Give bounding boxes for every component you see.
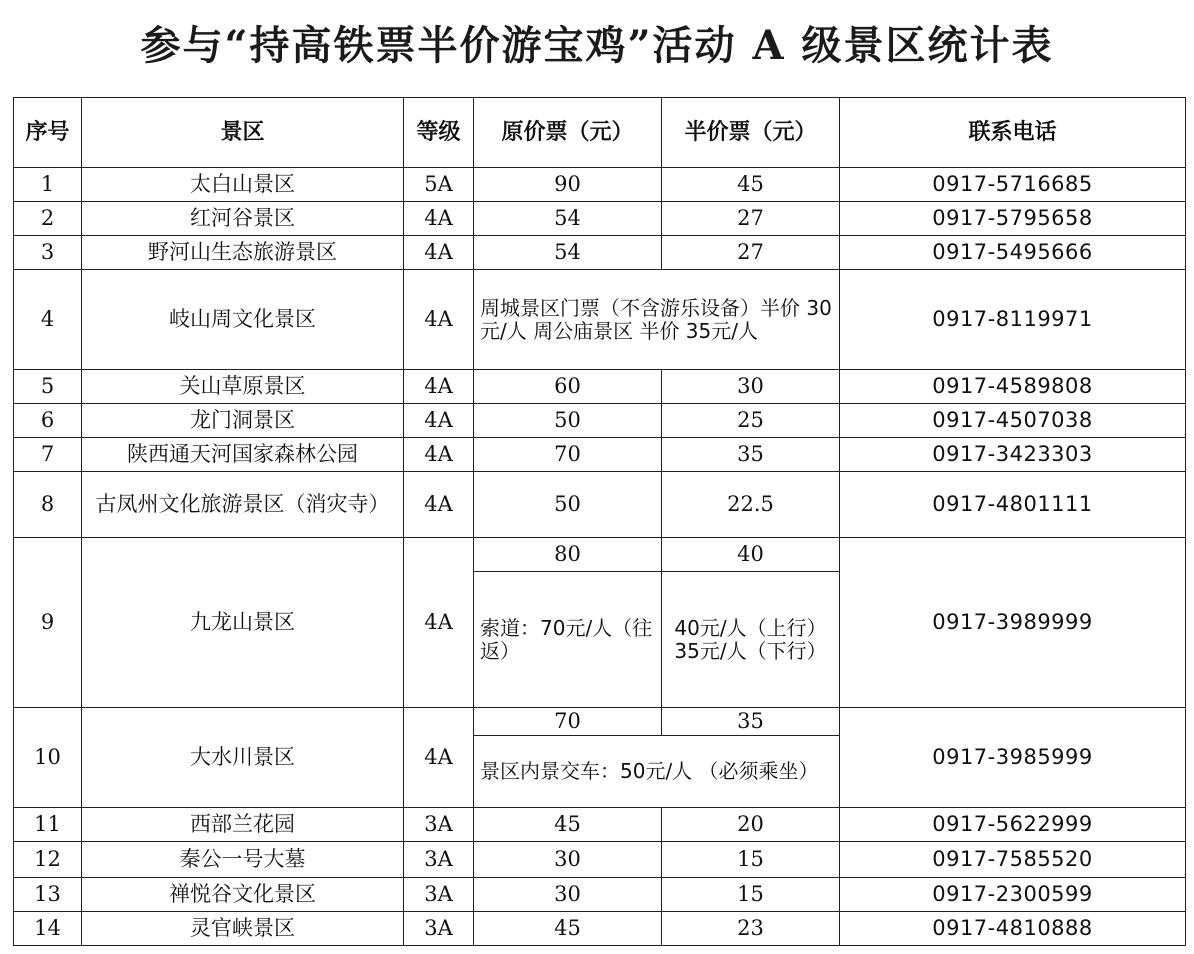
row-original-price: 30 bbox=[474, 842, 662, 878]
row-half-price: 40 bbox=[662, 538, 840, 572]
row-phone: 0917-5795658 bbox=[840, 202, 1186, 236]
table-row bbox=[14, 878, 1186, 912]
row-original-price: 70 bbox=[474, 438, 662, 472]
row-half-price: 15 bbox=[662, 842, 840, 878]
row-original-price: 54 bbox=[474, 236, 662, 270]
row-original-price: 70 bbox=[474, 708, 662, 736]
row-name: 古凤州文化旅游景区（消灾寺） bbox=[82, 472, 404, 538]
row-phone: 0917-7585520 bbox=[840, 842, 1186, 878]
row-half-price: 22.5 bbox=[662, 472, 840, 538]
page-title: 参与“持高铁票半价游宝鸡”活动 A 级景区统计表 bbox=[140, 22, 1054, 69]
row-original-price: 80 bbox=[474, 538, 662, 572]
table-row bbox=[14, 270, 1186, 370]
row-level: 3A bbox=[404, 912, 474, 946]
row-level: 4A bbox=[404, 438, 474, 472]
row-name: 红河谷景区 bbox=[82, 202, 404, 236]
row-level: 5A bbox=[404, 168, 474, 202]
row-phone: 0917-8119971 bbox=[840, 270, 1186, 370]
row-level: 4A bbox=[404, 270, 474, 370]
row-name: 太白山景区 bbox=[82, 168, 404, 202]
table-row bbox=[14, 236, 1186, 270]
row-price-note: 周城景区门票（不含游乐设备）半价 30 元/人 周公庙景区 半价 35元/人 bbox=[474, 270, 840, 370]
row-level: 4A bbox=[404, 202, 474, 236]
scenic-area-table bbox=[13, 97, 1186, 946]
row-index: 14 bbox=[14, 912, 82, 946]
row-index: 9 bbox=[14, 538, 82, 708]
row-phone: 0917-5716685 bbox=[840, 168, 1186, 202]
row-phone: 0917-5495666 bbox=[840, 236, 1186, 270]
row-phone: 0917-3989999 bbox=[840, 538, 1186, 708]
table-row bbox=[14, 438, 1186, 472]
row-original-price: 50 bbox=[474, 404, 662, 438]
row-half-price: 30 bbox=[662, 370, 840, 404]
row-level: 4A bbox=[404, 472, 474, 538]
row-phone: 0917-3985999 bbox=[840, 708, 1186, 808]
row-name: 灵官峡景区 bbox=[82, 912, 404, 946]
table-row bbox=[14, 912, 1186, 946]
table-row bbox=[14, 842, 1186, 878]
row-index: 2 bbox=[14, 202, 82, 236]
row-index: 6 bbox=[14, 404, 82, 438]
row-index: 4 bbox=[14, 270, 82, 370]
table-row bbox=[14, 202, 1186, 236]
row-name: 陕西通天河国家森林公园 bbox=[82, 438, 404, 472]
row-index: 13 bbox=[14, 878, 82, 912]
row-level: 4A bbox=[404, 236, 474, 270]
row-index: 5 bbox=[14, 370, 82, 404]
row-name: 大水川景区 bbox=[82, 708, 404, 808]
header-original-price: 原价票（元） bbox=[474, 98, 662, 168]
row-shuttle-note: 景区内景交车：50元/人 （必须乘坐） bbox=[474, 736, 840, 808]
row-phone: 0917-4507038 bbox=[840, 404, 1186, 438]
row-name: 秦公一号大墓 bbox=[82, 842, 404, 878]
row-name: 龙门洞景区 bbox=[82, 404, 404, 438]
row-level: 4A bbox=[404, 370, 474, 404]
row-index: 10 bbox=[14, 708, 82, 808]
row-half-price: 27 bbox=[662, 236, 840, 270]
header-phone: 联系电话 bbox=[840, 98, 1186, 168]
row-half-price: 23 bbox=[662, 912, 840, 946]
row-name: 野河山生态旅游景区 bbox=[82, 236, 404, 270]
row-index: 7 bbox=[14, 438, 82, 472]
table-row bbox=[14, 472, 1186, 538]
row-original-price: 54 bbox=[474, 202, 662, 236]
header-name: 景区 bbox=[82, 98, 404, 168]
row-level: 3A bbox=[404, 808, 474, 842]
table-header-row bbox=[14, 98, 1186, 168]
row-index: 11 bbox=[14, 808, 82, 842]
row-original-price: 30 bbox=[474, 878, 662, 912]
row-phone: 0917-2300599 bbox=[840, 878, 1186, 912]
row-half-price: 45 bbox=[662, 168, 840, 202]
header-index: 序号 bbox=[14, 98, 82, 168]
row-cable-car-price: 索道：70元/人（往返） bbox=[474, 572, 662, 708]
row-half-price: 20 bbox=[662, 808, 840, 842]
row-original-price: 50 bbox=[474, 472, 662, 538]
row-half-price: 35 bbox=[662, 438, 840, 472]
row-half-price: 27 bbox=[662, 202, 840, 236]
table-row bbox=[14, 708, 1186, 736]
row-name: 西部兰花园 bbox=[82, 808, 404, 842]
row-name: 岐山周文化景区 bbox=[82, 270, 404, 370]
row-original-price: 90 bbox=[474, 168, 662, 202]
row-original-price: 45 bbox=[474, 808, 662, 842]
row-half-price: 15 bbox=[662, 878, 840, 912]
table-row bbox=[14, 538, 1186, 572]
row-original-price: 45 bbox=[474, 912, 662, 946]
table-row bbox=[14, 370, 1186, 404]
row-cable-car-half-price: 40元/人（上行） 35元/人（下行） bbox=[662, 572, 840, 708]
header-level: 等级 bbox=[404, 98, 474, 168]
row-half-price: 35 bbox=[662, 708, 840, 736]
row-phone: 0917-3423303 bbox=[840, 438, 1186, 472]
row-phone: 0917-4810888 bbox=[840, 912, 1186, 946]
row-phone: 0917-4589808 bbox=[840, 370, 1186, 404]
row-level: 3A bbox=[404, 878, 474, 912]
table-row bbox=[14, 404, 1186, 438]
row-level: 4A bbox=[404, 404, 474, 438]
row-index: 8 bbox=[14, 472, 82, 538]
header-half-price: 半价票（元） bbox=[662, 98, 840, 168]
row-half-price: 25 bbox=[662, 404, 840, 438]
row-index: 12 bbox=[14, 842, 82, 878]
row-level: 4A bbox=[404, 538, 474, 708]
table-row bbox=[14, 168, 1186, 202]
table-row bbox=[14, 808, 1186, 842]
row-name: 九龙山景区 bbox=[82, 538, 404, 708]
row-phone: 0917-4801111 bbox=[840, 472, 1186, 538]
row-level: 3A bbox=[404, 842, 474, 878]
row-index: 1 bbox=[14, 168, 82, 202]
row-level: 4A bbox=[404, 708, 474, 808]
row-name: 禅悦谷文化景区 bbox=[82, 878, 404, 912]
row-index: 3 bbox=[14, 236, 82, 270]
row-original-price: 60 bbox=[474, 370, 662, 404]
row-phone: 0917-5622999 bbox=[840, 808, 1186, 842]
row-name: 关山草原景区 bbox=[82, 370, 404, 404]
